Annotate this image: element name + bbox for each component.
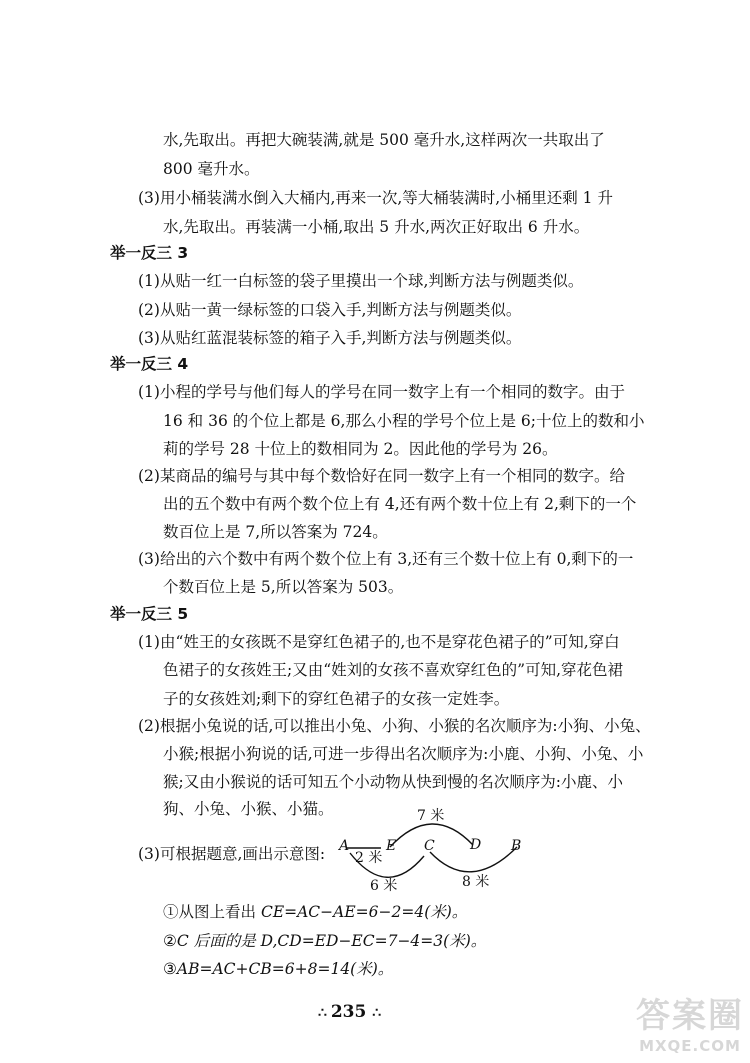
point-c-label: C <box>424 838 435 854</box>
arc-ed <box>390 824 473 847</box>
text-line: 数百位上是 7,所以答案为 724。 <box>163 523 388 541</box>
step-1 <box>163 902 467 922</box>
point-d-label: D <box>470 837 482 853</box>
step-formula: AB=AC+CB=6+8=14(米)。 <box>176 960 394 978</box>
text-line: (2)根据小兔说的话,可以推出小兔、小狗、小猴的名次顺序为:小狗、小兔、 <box>138 717 651 735</box>
text-line: 水,先取出。再把大碗装满,就是 500 毫升水,这样两次一共取出了 <box>163 131 605 149</box>
text-line: (2)从贴一黄一绿标签的口袋入手,判断方法与例题类似。 <box>138 301 522 319</box>
watermark-title: 答案圈 <box>636 996 744 1036</box>
step-marker: ② <box>163 932 177 950</box>
watermark-logo <box>636 988 744 1055</box>
section-heading: 举一反三 5 <box>110 605 189 623</box>
page-number <box>318 1002 379 1022</box>
text-line: 800 毫升水。 <box>163 160 260 178</box>
dots-ornament-right: ∴ <box>372 1005 380 1021</box>
label-6m: 6 米 <box>370 878 398 894</box>
text-line: (3)给出的六个数中有两个数个位上有 3,还有三个数十位上有 0,剩下的一 <box>138 550 634 568</box>
text-line: (1)小程的学号与他们每人的学号在同一数字上有一个相同的数字。由于 <box>138 383 625 401</box>
page-number-value: 235 <box>330 1002 367 1022</box>
text-line: 子的女孩姓刘;剩下的穿红色裙子的女孩一定姓李。 <box>163 690 510 708</box>
point-a-label: A <box>339 838 350 854</box>
step-marker: ① <box>163 903 179 921</box>
point-b-label: B <box>511 838 522 854</box>
step-marker: ③ <box>163 960 177 978</box>
text-line: 出的五个数中有两个数个位上有 4,还有两个数十位上有 2,剩下的一个 <box>163 495 637 513</box>
text-line: (2)某商品的编号与其中每个数恰好在同一数字上有一个相同的数字。给 <box>138 467 625 485</box>
text-line: 个数百位上是 5,所以答案为 503。 <box>163 578 404 596</box>
step-3 <box>163 959 393 979</box>
arc-cb <box>430 847 517 872</box>
step-formula: C 后面的是 D,CD=ED−EC=7−4=3(米)。 <box>176 932 487 950</box>
arc-ac <box>350 853 424 877</box>
text-line: (1)由“姓王的女孩既不是穿红色裙子的,也不是穿花色裙子的”可知,穿白 <box>138 633 620 651</box>
text-line: 小猴;根据小狗说的话,可进一步得出名次顺序为:小鹿、小狗、小兔、小 <box>163 745 644 763</box>
label-2m: 2 米 <box>355 850 383 866</box>
point-e-label: E <box>386 838 397 854</box>
text-line: 16 和 36 的个位上都是 6,那么小程的学号个位上是 6;十位上的数和小 <box>163 412 645 430</box>
section-heading: 举一反三 4 <box>110 355 189 373</box>
dots-ornament-left: ∴ <box>318 1005 325 1021</box>
text-line: 猴;又由小猴说的话可知五个小动物从快到慢的名次顺序为:小鹿、小 <box>163 773 623 791</box>
text-line: 莉的学号 28 十位上的数相同为 2。因此他的学号为 26。 <box>163 440 558 458</box>
step-formula: CE=AC−AE=6−2=4(米)。 <box>260 903 468 921</box>
label-7m: 7 米 <box>417 808 445 824</box>
text-line: 色裙子的女孩姓王;又由“姓刘的女孩不喜欢穿红色的”可知,穿花色裙 <box>163 661 623 679</box>
step-2 <box>163 931 486 951</box>
section-heading: 举一反三 3 <box>110 244 189 262</box>
text-line: 水,先取出。再装满一小桶,取出 5 升水,两次正好取出 6 升水。 <box>163 218 590 236</box>
text-line: (3)从贴红蓝混装标签的箱子入手,判断方法与例题类似。 <box>138 329 522 347</box>
text-line: (3)用小桶装满水倒入大桶内,再来一次,等大桶装满时,小桶里还剩 1 升 <box>138 189 613 207</box>
step-text: 从图上看出 <box>178 903 261 921</box>
diagram-intro: (3)可根据题意,画出示意图: <box>138 845 326 863</box>
text-line: (1)从贴一红一白标签的袋子里摸出一个球,判断方法与例题类似。 <box>138 272 584 290</box>
label-8m: 8 米 <box>462 874 490 890</box>
watermark-url: MXQE.COM <box>639 1037 741 1055</box>
text-line: 狗、小兔、小猴、小猫。 <box>163 800 334 818</box>
